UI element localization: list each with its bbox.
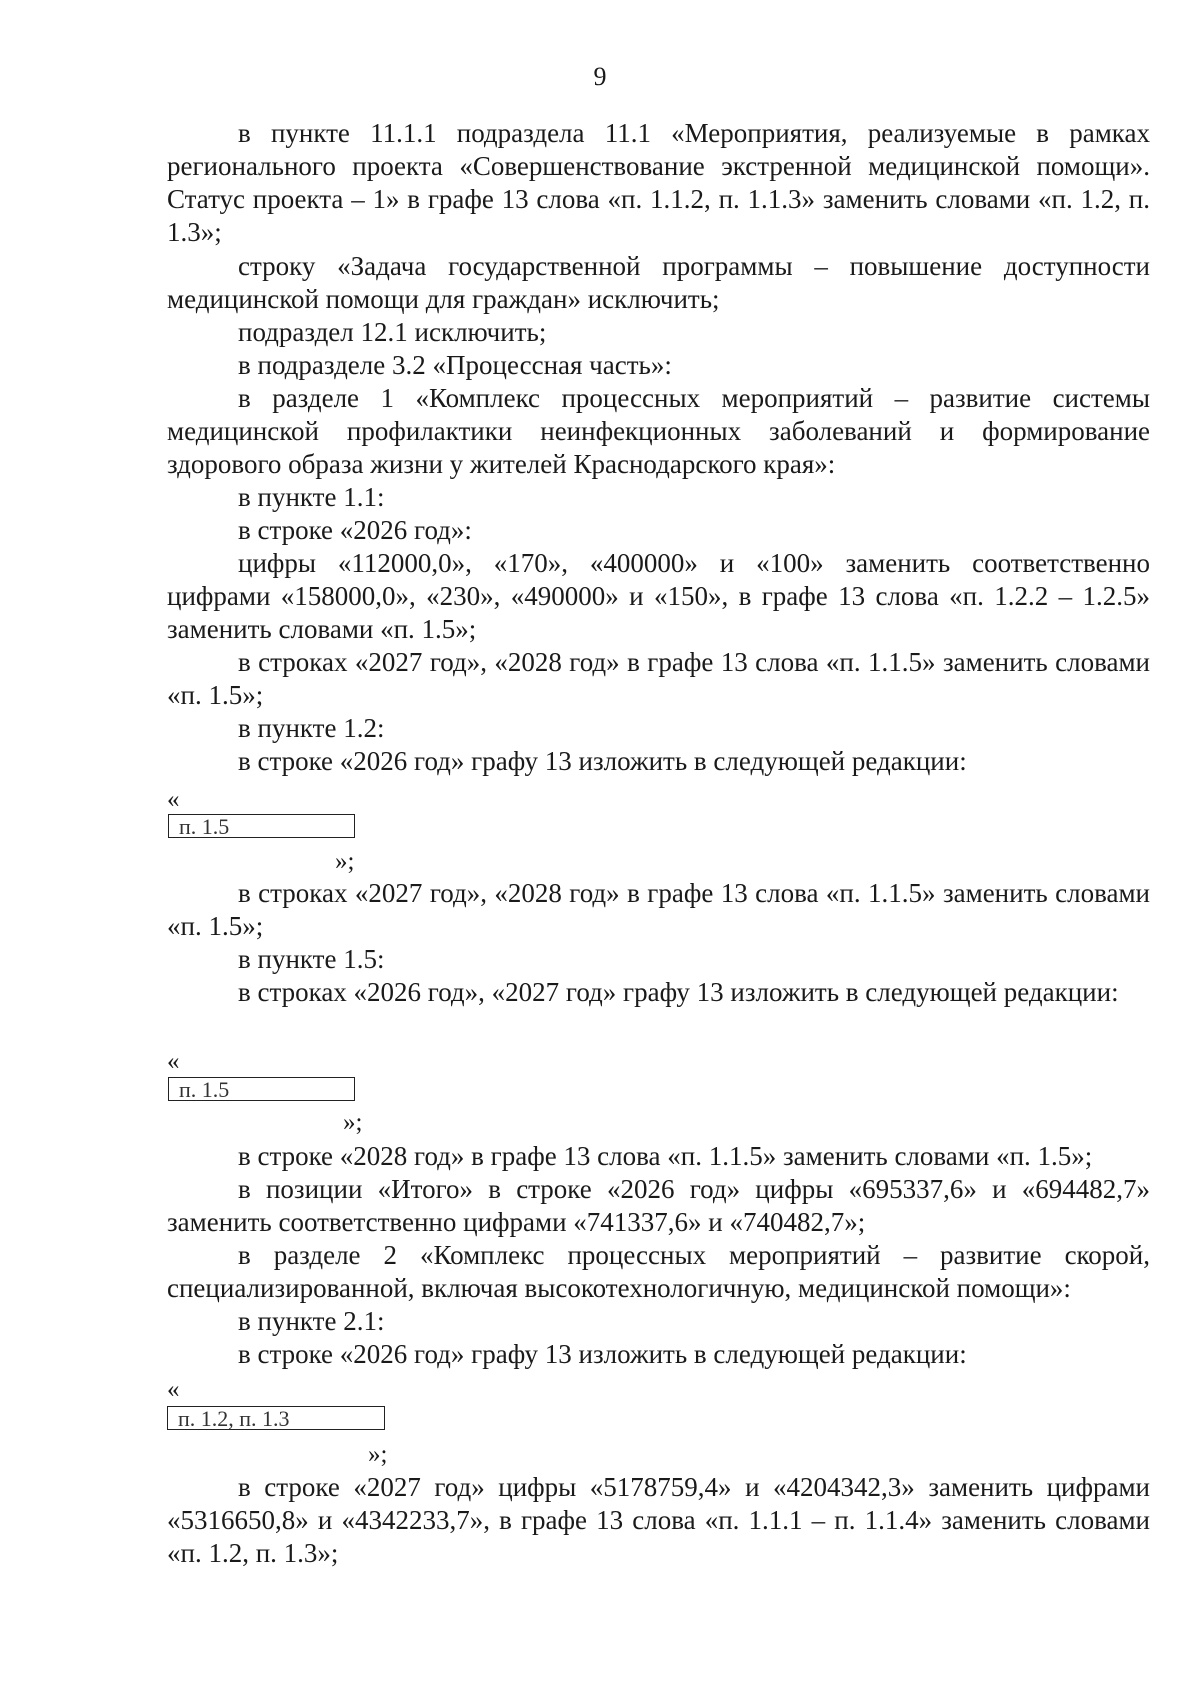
insert-3-cell: п. 1.2, п. 1.3 [167,1406,385,1430]
paragraph-14: в строках «2026 год», «2027 год» графу 13 изложить в следующей редакции: [238,977,1119,1007]
paragraph-6: в пункте 1.1: [238,482,385,512]
insert-3-open-quote: « [167,1376,180,1403]
paragraph-3: подраздел 12.1 исключить; [238,317,547,347]
paragraph-5: в разделе 1 «Комплекс процессных мероприятий – развитие системы медицинской профилактики неинфекционных заболеваний и формирование здорового образа жизни у жителей Краснодарского края»: [167,383,1150,479]
paragraph-8: цифры «112000,0», «170», «400000» и «100» заменить соответственно цифрами «158000,0», «230», «490000» и «150», в графе 13 слова «п. 1.2.2 – 1.2.5» заменить словами «п. 1.5»; [167,548,1150,644]
page-number: 9 [593,62,607,91]
paragraph-12: в строках «2027 год», «2028 год» в графе 13 слова «п. 1.1.5» заменить словами «п. 1.5»; [167,878,1150,941]
insert-1-open-quote: « [167,786,180,813]
insert-2-open-quote: « [167,1048,180,1075]
paragraph-7: в строке «2026 год»: [238,515,472,545]
paragraph-18: в пункте 2.1: [238,1306,385,1336]
paragraph-20: в строке «2027 год» цифры «5178759,4» и «4204342,3» заменить цифрами «5316650,8» и «4342233,7», в графе 13 слова «п. 1.1.1 – п. 1.1.4» заменить словами «п. 1.2, п. 1.3»; [167,1472,1150,1568]
paragraph-4: в подразделе 3.2 «Процессная часть»: [238,350,672,380]
paragraph-9: в строках «2027 год», «2028 год» в графе 13 слова «п. 1.1.5» заменить словами «п. 1.5»; [167,647,1150,710]
paragraph-17: в разделе 2 «Комплекс процессных мероприятий – развитие скорой, специализированной, включая высокотехнологичную, медицинской помощи»: [167,1240,1150,1303]
paragraph-11: в строке «2026 год» графу 13 изложить в следующей редакции: [238,746,967,776]
paragraph-15: в строке «2028 год» в графе 13 слова «п. 1.1.5» заменить словами «п. 1.5»; [238,1141,1093,1171]
paragraph-16: в позиции «Итого» в строке «2026 год» цифры «695337,6» и «694482,7» заменить соответственно цифрами «741337,6» и «740482,7»; [167,1174,1150,1237]
insert-3-close-quote: »; [368,1441,388,1468]
insert-1-cell: п. 1.5 [168,814,355,838]
paragraph-19: в строке «2026 год» графу 13 изложить в следующей редакции: [238,1339,967,1369]
paragraph-1: в пункте 11.1.1 подраздела 11.1 «Мероприятия, реализуемые в рамках регионального проекта «Совершенствование экстренной медицинской помощи». Статус проекта – 1» в графе 13 слова «п. 1.1.2, п. 1.1.3» заменить словами «п. 1.2, п. 1.3»; [167,118,1150,247]
insert-2-cell: п. 1.5 [168,1077,355,1101]
paragraph-13: в пункте 1.5: [238,944,385,974]
paragraph-2: строку «Задача государственной программы – повышение доступности медицинской помощи для граждан» исключить; [167,251,1150,314]
insert-1-close-quote: »; [335,848,355,875]
paragraph-10: в пункте 1.2: [238,713,385,743]
insert-2-close-quote: »; [343,1109,363,1136]
